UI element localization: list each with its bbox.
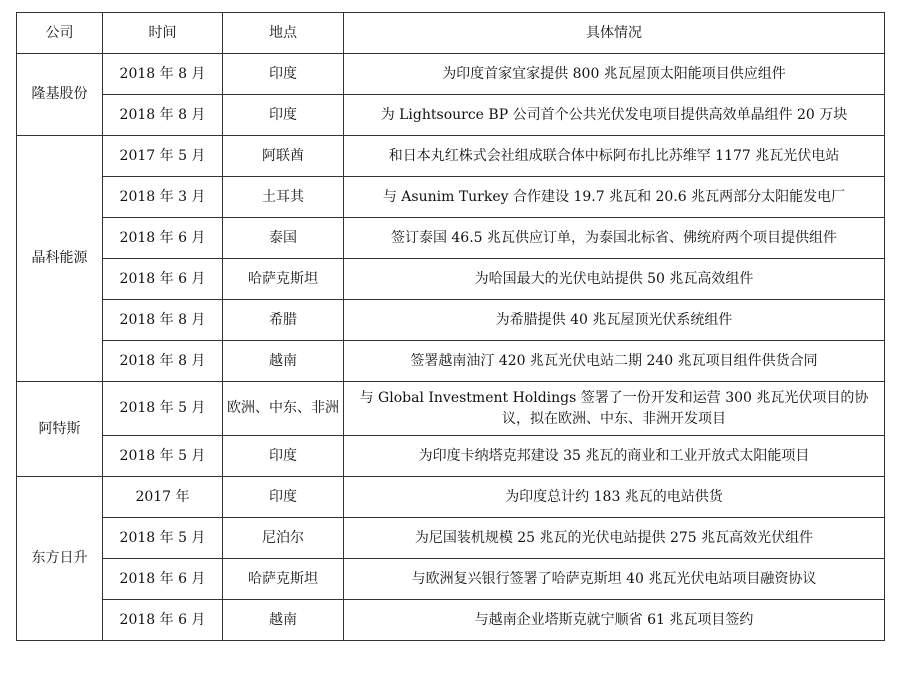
detail-cell: 为印度总计约 183 兆瓦的电站供货 xyxy=(344,477,885,518)
detail-cell: 为 Lightsource BP 公司首个公共光伏发电项目提供高效单晶组件 20 万块 xyxy=(344,95,885,136)
place-cell: 印度 xyxy=(223,54,344,95)
time-cell: 2017 年 xyxy=(103,477,223,518)
table-row xyxy=(17,477,885,518)
detail-cell: 与欧洲复兴银行签署了哈萨克斯坦 40 兆瓦光伏电站项目融资协议 xyxy=(344,559,885,600)
detail-cell: 为印度卡纳塔克邦建设 35 兆瓦的商业和工业开放式太阳能项目 xyxy=(344,436,885,477)
detail-cell: 签署越南油汀 420 兆瓦光伏电站二期 240 兆瓦项目组件供货合同 xyxy=(344,341,885,382)
company-cell: 隆基股份 xyxy=(17,54,103,136)
detail-cell: 与越南企业塔斯克就宁顺省 61 兆瓦项目签约 xyxy=(344,600,885,641)
detail-cell: 为印度首家宜家提供 800 兆瓦屋顶太阳能项目供应组件 xyxy=(344,54,885,95)
table-row xyxy=(17,518,885,559)
table-row xyxy=(17,300,885,341)
place-cell: 希腊 xyxy=(223,300,344,341)
header-place: 地点 xyxy=(223,13,344,54)
time-cell: 2018 年 6 月 xyxy=(103,559,223,600)
time-cell: 2018 年 5 月 xyxy=(103,518,223,559)
header-company: 公司 xyxy=(17,13,103,54)
company-cell: 阿特斯 xyxy=(17,382,103,477)
table-row xyxy=(17,54,885,95)
detail-cell: 与 Global Investment Holdings 签署了一份开发和运营 300 兆瓦光伏项目的协议，拟在欧洲、中东、非洲开发项目 xyxy=(344,382,885,436)
time-cell: 2018 年 5 月 xyxy=(103,436,223,477)
place-cell: 尼泊尔 xyxy=(223,518,344,559)
header-row xyxy=(17,13,885,54)
table-row xyxy=(17,136,885,177)
time-cell: 2018 年 8 月 xyxy=(103,341,223,382)
company-cell: 东方日升 xyxy=(17,477,103,641)
header-detail: 具体情况 xyxy=(344,13,885,54)
header-time: 时间 xyxy=(103,13,223,54)
place-cell: 越南 xyxy=(223,341,344,382)
time-cell: 2018 年 8 月 xyxy=(103,54,223,95)
table-row xyxy=(17,382,885,436)
place-cell: 印度 xyxy=(223,477,344,518)
table-row xyxy=(17,95,885,136)
table-row xyxy=(17,600,885,641)
time-cell: 2018 年 8 月 xyxy=(103,95,223,136)
time-cell: 2018 年 3 月 xyxy=(103,177,223,218)
place-cell: 土耳其 xyxy=(223,177,344,218)
table-row xyxy=(17,218,885,259)
detail-cell: 和日本丸红株式会社组成联合体中标阿布扎比苏维罕 1177 兆瓦光伏电站 xyxy=(344,136,885,177)
place-cell: 印度 xyxy=(223,436,344,477)
table-row xyxy=(17,259,885,300)
detail-cell: 为哈国最大的光伏电站提供 50 兆瓦高效组件 xyxy=(344,259,885,300)
time-cell: 2018 年 8 月 xyxy=(103,300,223,341)
overseas-projects-table xyxy=(16,12,885,641)
place-cell: 欧洲、中东、非洲 xyxy=(223,382,344,436)
table-row xyxy=(17,559,885,600)
time-cell: 2018 年 6 月 xyxy=(103,218,223,259)
place-cell: 阿联酋 xyxy=(223,136,344,177)
place-cell: 哈萨克斯坦 xyxy=(223,259,344,300)
detail-cell: 为尼国装机规模 25 兆瓦的光伏电站提供 275 兆瓦高效光伏组件 xyxy=(344,518,885,559)
place-cell: 越南 xyxy=(223,600,344,641)
table-row xyxy=(17,341,885,382)
time-cell: 2018 年 5 月 xyxy=(103,382,223,436)
detail-cell: 为希腊提供 40 兆瓦屋顶光伏系统组件 xyxy=(344,300,885,341)
table-row xyxy=(17,177,885,218)
place-cell: 哈萨克斯坦 xyxy=(223,559,344,600)
place-cell: 泰国 xyxy=(223,218,344,259)
time-cell: 2018 年 6 月 xyxy=(103,259,223,300)
table-body xyxy=(17,54,885,641)
place-cell: 印度 xyxy=(223,95,344,136)
detail-cell: 与 Asunim Turkey 合作建设 19.7 兆瓦和 20.6 兆瓦两部分太阳能发电厂 xyxy=(344,177,885,218)
time-cell: 2017 年 5 月 xyxy=(103,136,223,177)
detail-cell: 签订泰国 46.5 兆瓦供应订单，为泰国北标省、佛统府两个项目提供组件 xyxy=(344,218,885,259)
time-cell: 2018 年 6 月 xyxy=(103,600,223,641)
table-row xyxy=(17,436,885,477)
company-cell: 晶科能源 xyxy=(17,136,103,382)
